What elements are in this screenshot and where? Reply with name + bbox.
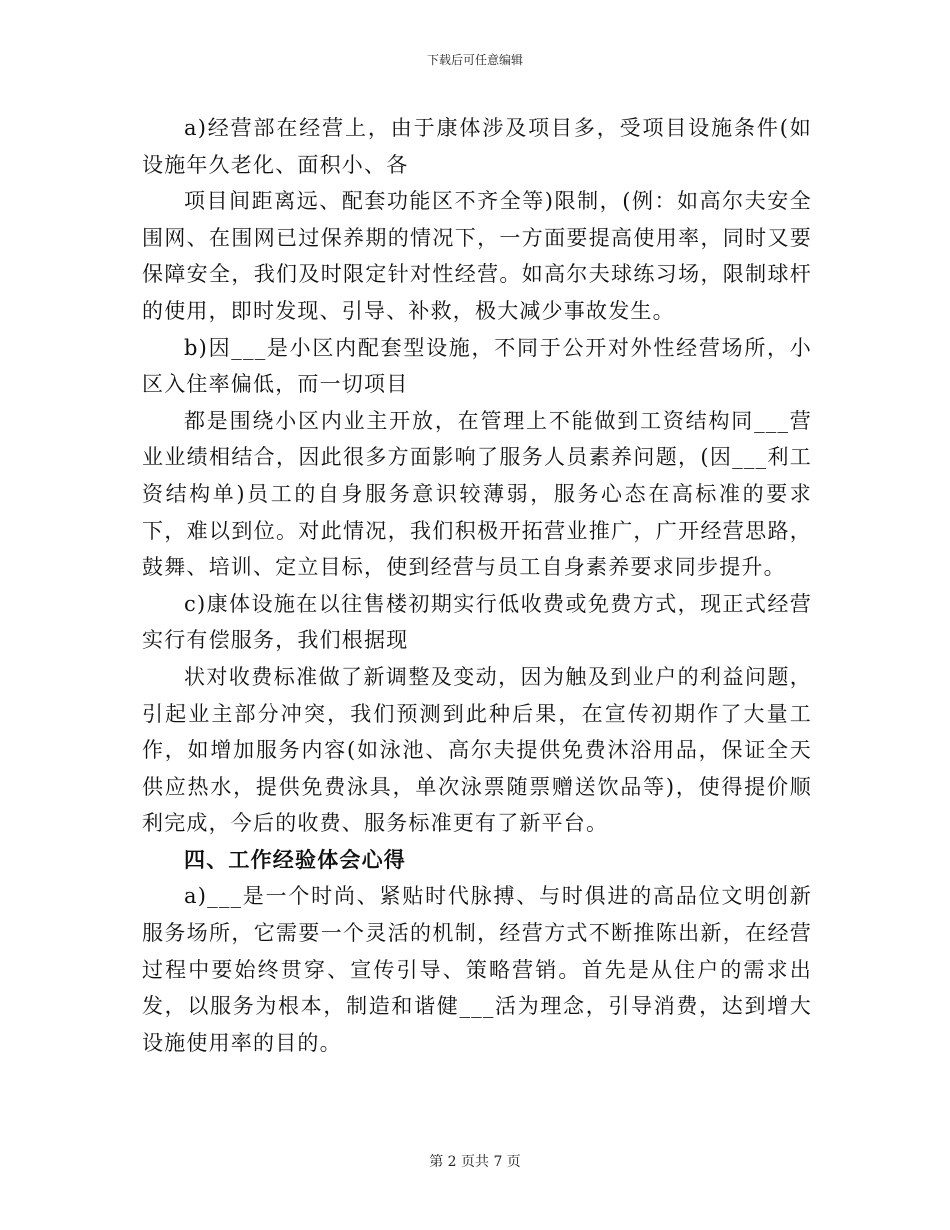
paragraph-b-facilities: b)因___是小区内配套型设施，不同于公开对外性经营场所，小区入住率偏低，而一切项目 [142,335,812,397]
page-number: 第 2 页共 7 页 [429,1154,521,1170]
paragraph-c-fees: c)康体设施在以往售楼初期实行低收费或免费方式，现正式经营实行有偿服务，我们根据现 [142,591,812,653]
paragraph-experience-a: a)___是一个时尚、紧贴时代脉搏、与时俱进的高品位文明创新服务场所，它需要一个灵活的机制，经营方式不断推陈出新，在经营过程中要始终贯穿、宣传引导、策略营销。首先是从住户的需求出发，以服务为根本，制造和谐健___活为理念，引导消费，达到增大设施使用率的目的。 [142,884,812,1055]
paragraph-a-operations: a)经营部在经营上，由于康体涉及项目多，受项目设施条件(如设施年久老化、面积小、各 [142,116,812,177]
paragraph-a-continued: 项目间距离远、配套功能区不齐全等)限制，(例：如高尔夫安全围网、在围网已过保养期的情况下，一方面要提高使用率，同时又要保障安全，我们及时限定针对性经营。如高尔夫球练习场，限制球杆的使用，即时发现、引导、补救，极大减少事故发生。 [142,189,812,323]
page-header-note: 下载后可任意编辑 [426,53,523,67]
document-body [142,110,812,1061]
paragraph-b-continued: 都是围绕小区内业主开放，在管理上不能做到工资结构同___营业业绩相结合，因此很多方面影响了服务人员素养问题，(因___利工资结构单)员工的自身服务意识较薄弱，服务心态在高标准的要求下，难以到位。对此情况，我们积极开拓营业推广，广开经营思路，鼓舞、培训、定立目标，使到经营与员工自身素养要求同步提升。 [142,408,812,580]
paragraph-c-continued: 状对收费标准做了新调整及变动，因为触及到业户的利益问题，引起业主部分冲突，我们预测到此种后果，在宣传初期作了大量工作，如增加服务内容(如泳池、高尔夫提供免费沐浴用品，保证全天供应热水，提供免费泳具，单次泳票随票赠送饮品等)，使得提价顺利完成，今后的收费、服务标准更有了新平台。 [142,664,812,836]
section-heading-experience: 四、工作经验体会心得 [184,846,406,872]
